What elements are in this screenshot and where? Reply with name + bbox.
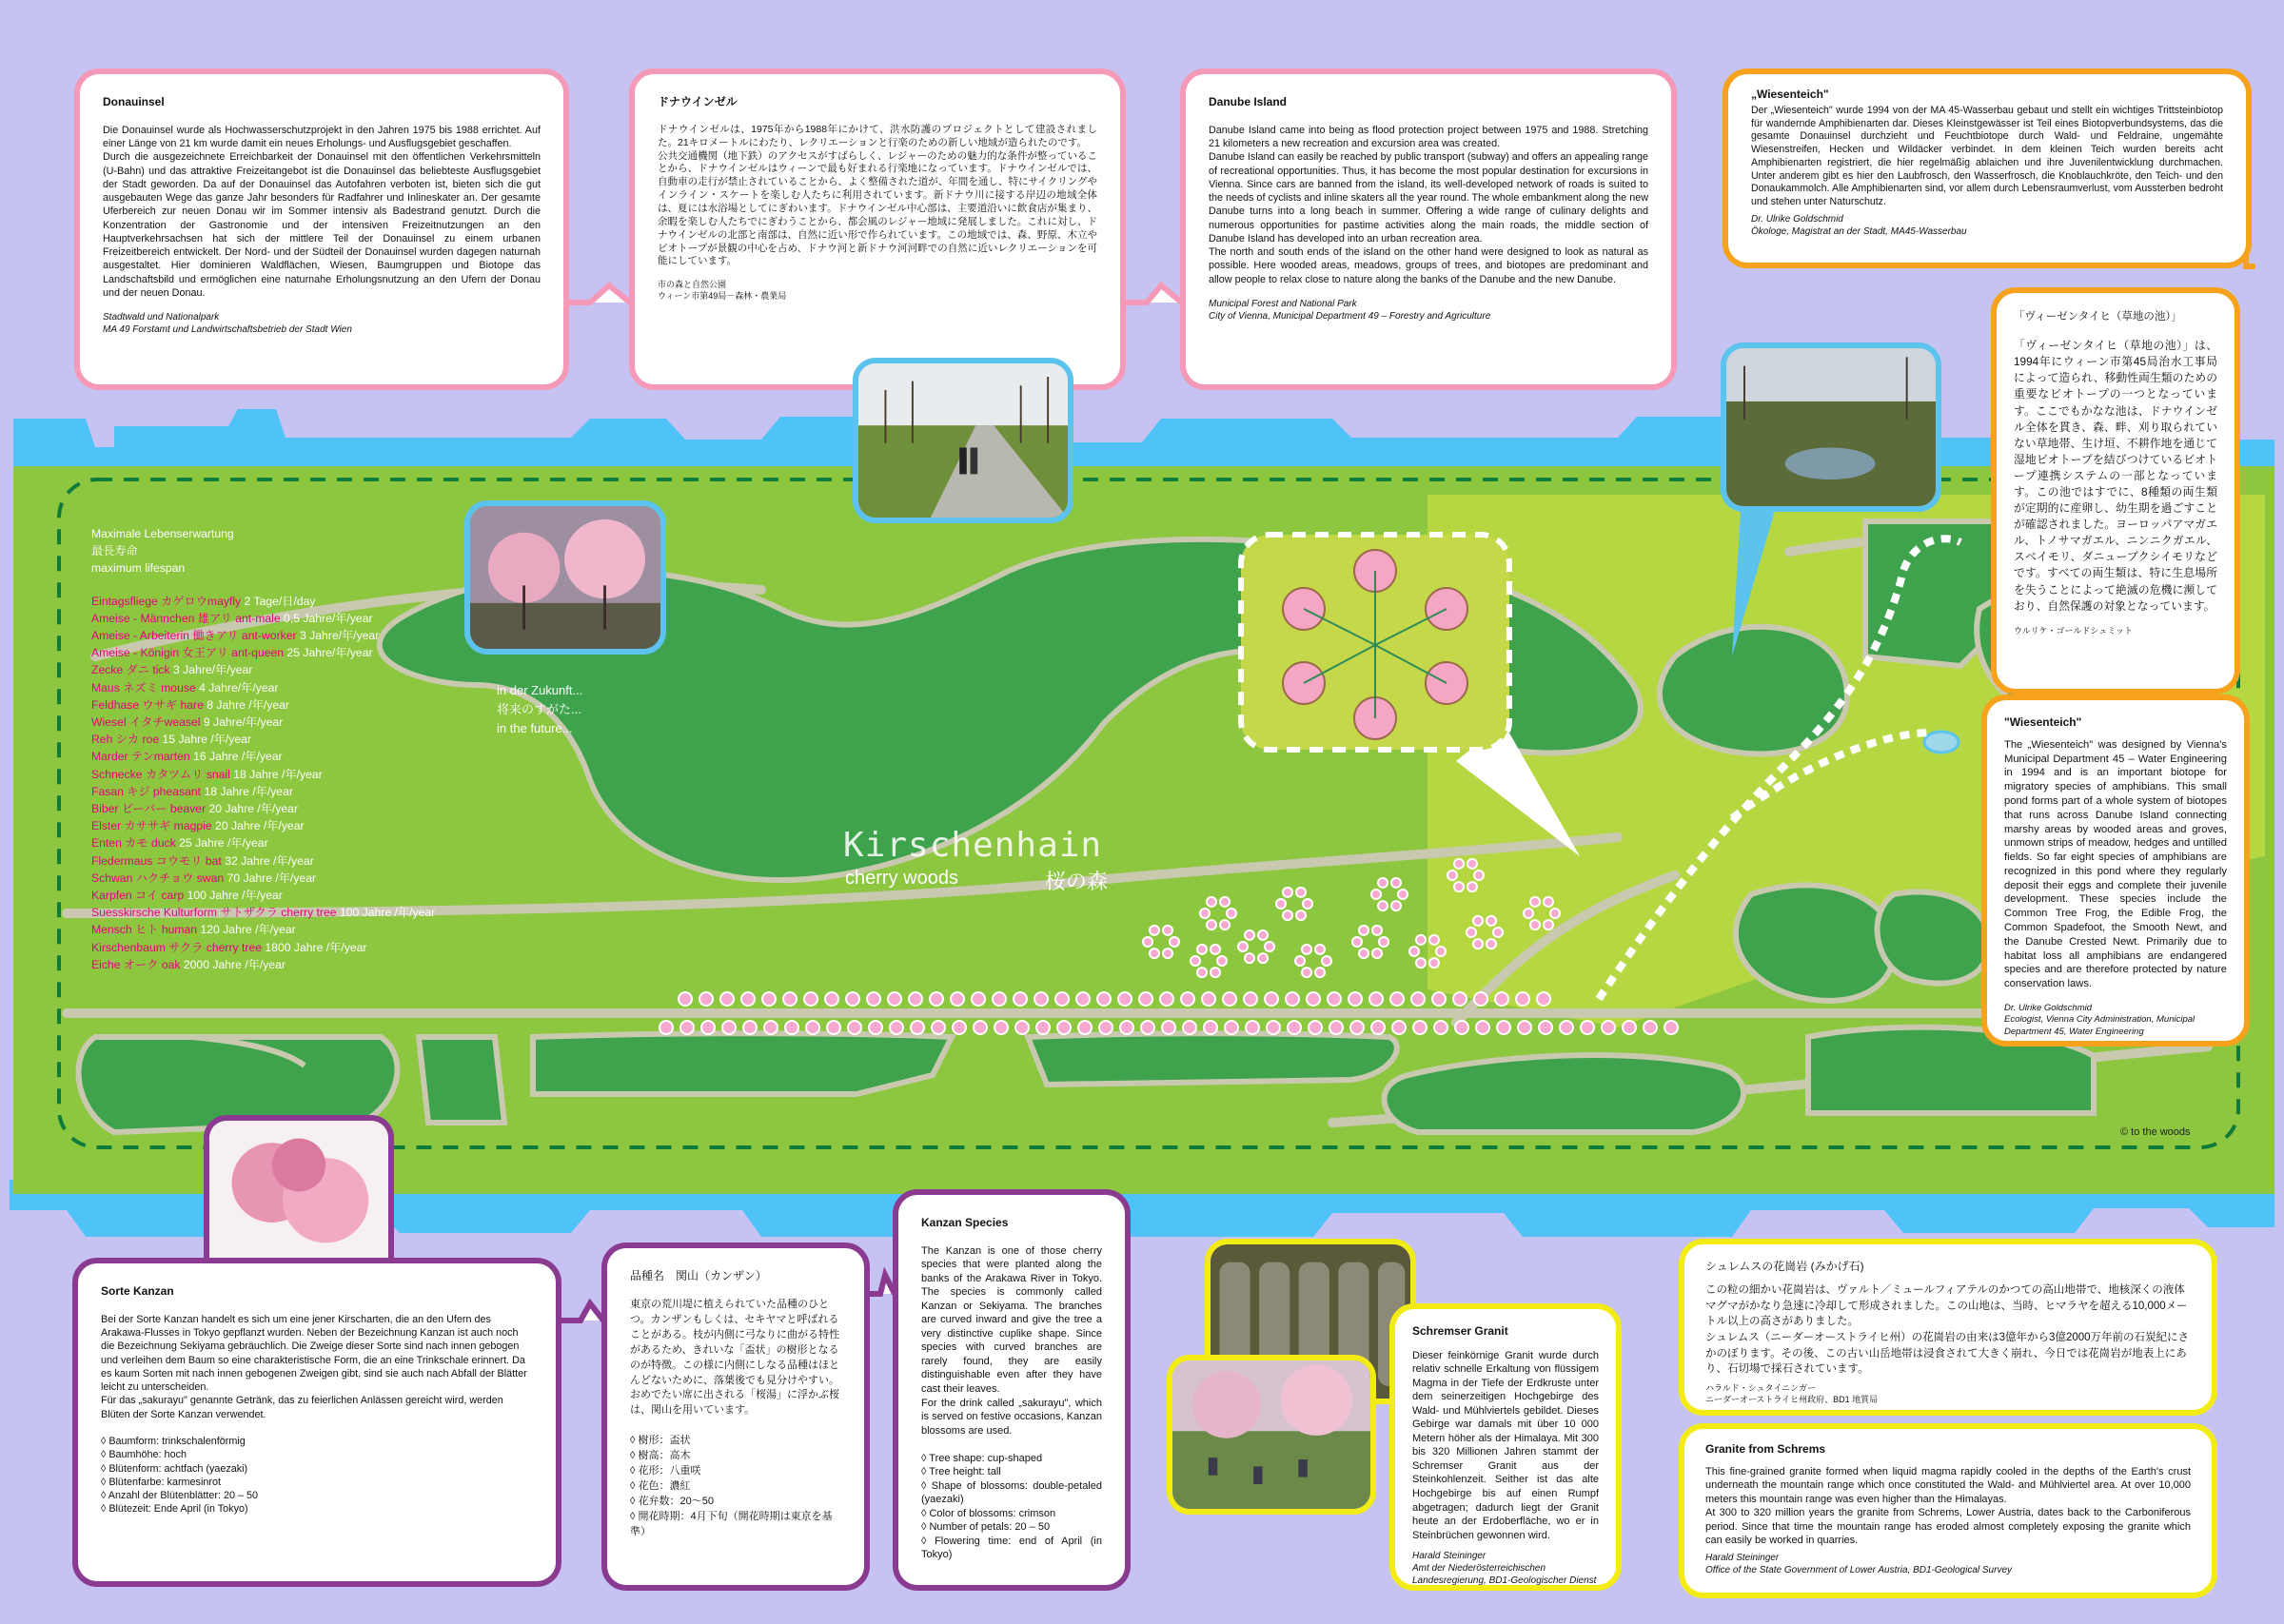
- card-body: Der „Wiesenteich" wurde 1994 von der MA 45-Wasserbau gebaut und stellt ein wichtiges Trittsteinbiotop für wandernde Amphibienarten dar. Dieses Kleinstgewässer ist Teil eines Biotopverbundsystems, das die gesamte Donauinsel durchzieht und Feuchtbiotope durch Wald- und Feldraine, ungemähte Wiesenstreifen, Hecken und Wildäcker verbindet. In dem kleinen Teich wurden bereits acht Amphibienarten registriert, die hier regelmäßig ablaichen und ihre Juvenilentwicklung durchmachen. Unter anderem gibt es hier den Laubfrosch, den Wasserfrosch, die Knoblauchkröte, den Teich- und den Donaukammolch. Alle Amphibienarten sind, vor allem durch Lebensraumverlust, vom Aussterben bedroht und stehen unter Naturschutz.: [1751, 104, 2223, 208]
- cherry-tree-mark: [930, 992, 943, 1006]
- card-title: シュレムスの花崗岩 (みかげ石): [1705, 1260, 1864, 1273]
- cherry-tree-mark: [1359, 949, 1368, 958]
- cherry-tree-mark: [1150, 926, 1159, 935]
- lifespan-value: 18 Jahre /年/year: [233, 767, 323, 781]
- cherry-tree-mark: [1516, 992, 1529, 1006]
- cherry-tree-mark: [1530, 897, 1540, 907]
- future-caption-en: in the future...: [497, 721, 573, 735]
- card-title: "Wiesenteich": [2004, 715, 2082, 729]
- lifespan-species: Eiche オーク oak: [91, 957, 181, 971]
- cherry-tree-mark: [1309, 1021, 1322, 1034]
- cherry-tree-mark: [1455, 1021, 1468, 1034]
- lifespan-species: Mensch ヒト human: [91, 923, 198, 937]
- lifespan-list: [91, 525, 501, 973]
- lifespan-value: 25 Jahre /年/year: [179, 836, 268, 851]
- cherry-tree-mark: [1350, 1021, 1364, 1034]
- lifespan-value: 32 Jahre /年/year: [225, 853, 314, 868]
- cherry-tree-mark: [1141, 1021, 1154, 1034]
- cherry-tree-mark: [993, 992, 1006, 1006]
- cherry-tree-mark: [741, 992, 755, 1006]
- cherry-tree-mark: [1246, 1021, 1259, 1034]
- cherry-tree-mark: [1602, 1021, 1615, 1034]
- lifespan-rows: [91, 593, 501, 973]
- lifespan-species: Kirschenbaum サクラ cherry tree: [91, 940, 262, 954]
- lifespan-species: Ameise - Königin 女王アリ ant-queen: [91, 646, 285, 660]
- cherry-tree-mark: [1245, 930, 1254, 940]
- card-source: Harald Steininger Office of the State Government of Lower Austria, BD1-Geological Survey: [1705, 1552, 2013, 1576]
- photo-hanami-picnic: [1167, 1355, 1376, 1515]
- cherry-tree-mark: [994, 1021, 1008, 1034]
- cherry-tree-mark: [1034, 992, 1048, 1006]
- cherry-tree-mark: [890, 1021, 903, 1034]
- cherry-tree-mark: [764, 1021, 778, 1034]
- cherry-tree-mark: [1413, 1021, 1427, 1034]
- cherry-tree-mark: [1664, 1021, 1678, 1034]
- card-schremser-de: [1389, 1303, 1622, 1591]
- cherry-tree-mark: [1467, 859, 1477, 869]
- cherry-tree-mark: [1432, 992, 1446, 1006]
- cherry-tree-mark: [660, 1021, 673, 1034]
- cherry-tree-mark: [1283, 910, 1292, 920]
- lifespan-species: Schnecke カタツムリ snail: [91, 767, 230, 781]
- photo-path-walkers: [853, 358, 1073, 523]
- card-title: 品種名 関山（カンザン）: [630, 1269, 767, 1282]
- cherry-tree-mark: [1581, 1021, 1594, 1034]
- card-source: Dr. Ulrike Goldschmid Ecologist, Vienna City Administration, Municipal Department 45, Water Engineering: [2004, 1002, 2195, 1037]
- cherry-tree-mark: [848, 1021, 861, 1034]
- card-title: Kanzan Species: [921, 1216, 1009, 1229]
- lifespan-value: 3 Jahre/年/year: [299, 629, 380, 643]
- lifespan-row: [91, 887, 501, 904]
- cherry-tree-mark: [806, 1021, 819, 1034]
- lifespan-row: [91, 593, 501, 610]
- lifespan-species: Maus ネズミ mouse: [91, 680, 196, 695]
- cherry-tree-mark: [1473, 916, 1483, 926]
- cherry-tree-mark: [1207, 897, 1216, 907]
- cherry-tree-mark: [679, 992, 692, 1006]
- cherry-tree-mark: [1207, 920, 1216, 929]
- cherry-tree-mark: [1372, 926, 1382, 935]
- card-title: Granite from Schrems: [1705, 1442, 1826, 1456]
- cherry-tree-mark: [911, 1021, 924, 1034]
- cherry-tree-mark: [1371, 890, 1381, 899]
- cherry-tree-mark: [1411, 992, 1425, 1006]
- cherry-tree-mark: [1099, 1021, 1112, 1034]
- cherry-tree-mark: [1227, 909, 1236, 918]
- card-source: 市の森と自然公園 ウィーン市第49局－森林・農業局: [658, 280, 787, 302]
- lifespan-row: [91, 679, 501, 696]
- lifespan-value: 15 Jahre /年/year: [162, 733, 251, 747]
- cherry-tree-mark: [1352, 937, 1362, 947]
- cherry-tree-mark: [1493, 928, 1503, 937]
- lifespan-value: 18 Jahre /年/year: [204, 784, 293, 798]
- lifespan-value: 20 Jahre /年/year: [215, 819, 305, 833]
- cherry-tree-mark: [1391, 878, 1401, 888]
- cherry-tree-mark: [1537, 992, 1550, 1006]
- lifespan-row: [91, 644, 501, 661]
- cherry-tree-mark: [1211, 968, 1220, 977]
- future-caption-de: in der Zukunft...: [497, 683, 583, 697]
- card-body: Danube Island came into being as flood protection project between 1975 and 1988. Stretching 21 kilometers a new recreation and excursion area was created. Danube Island can easily be reached by public transport (subway) and offers an appealing range of recreational opportunities. Thus, it has become the most popular destination for excursions in Vienna. Since cars are banned from the island, its well-developed network of roads is suited to the needs of cyclists and inline skaters all the year round. The whole embankment along the new Danube turns into a long beach in summer. Offering a wide range of culinary delights and numerous opportunities for pastime activities along the main roads, the middle section of Danube Island has developed into an urban recreation area. The north and south ends of the island on the other hand were designed to look as natural as possible. Here wooded areas, meadows, groups of trees, and biotopes are predominant and allow people to relax close to nature along the banks of the Danube and the new Danube.: [1209, 124, 1648, 285]
- cherry-tree-mark: [1202, 992, 1215, 1006]
- lifespan-species: Eintagsfliege カゲロウmayfly: [91, 594, 242, 608]
- cherry-tree-mark: [743, 1021, 757, 1034]
- card-title: Sorte Kanzan: [101, 1284, 174, 1298]
- lifespan-row: [91, 870, 501, 887]
- copyright: © to the woods: [2120, 1126, 2191, 1138]
- cherry-tree-mark: [1267, 1021, 1280, 1034]
- cherry-tree-mark: [1258, 953, 1268, 963]
- cherry-tree-mark: [1416, 958, 1426, 968]
- cherry-tree-mark: [1409, 947, 1419, 956]
- cherry-tree-mark: [951, 992, 964, 1006]
- cherry-tree-mark: [869, 1021, 882, 1034]
- cherry-tree-mark: [1286, 992, 1299, 1006]
- cherry-tree-mark: [1295, 956, 1305, 966]
- cherry-tree-mark: [1371, 1021, 1385, 1034]
- card-source: Harald Steininger Amt der Niederösterreichischen Landesregierung, BD1-Geologischer Dienst: [1412, 1551, 1597, 1587]
- cherry-icon-tile: [1241, 535, 1509, 750]
- cherry-tree-mark: [1183, 1021, 1196, 1034]
- cherry-tree-mark: [1544, 897, 1553, 907]
- cherry-tree-mark: [1276, 899, 1286, 909]
- card-source: ウルリケ・ゴールドシュミット: [2014, 625, 2134, 636]
- lifespan-row: [91, 748, 501, 765]
- card-body: The Kanzan is one of those cherry species that were planted along the banks of the Arakawa River in Tokyo. The species is commonly called Kanzan or Sekiyama. The branches are curved inward and give the tree a very distinctive cuplike shape. Since species with curved branches are rarely found, they are easily distinguishable even after they have cast their leaves. For the drink called „sakurayu", which is served on festive occasions, Kanzan blossoms are used. ◊ Tree shape: cup-shaped ◊ Tree height: tall ◊ Shape of blossoms: double-petaled (yaezaki) ◊ Color of blossoms: crimson ◊ Number of petals: 20 – 50 ◊ Flowering time: end of April (in Tokyo): [921, 1244, 1102, 1561]
- card-body: Dieser feinkörnige Granit wurde durch relativ schnelle Erkaltung von flüssigem Magma in der Tiefe der Erdkruste unter dem seinerzeitigen Hochgebirge des Wald- und Mühlviertels gebildet. Dieses Gebirge war damals mit über 10 000 Metern höher als der Himalaya. Mit 300 bis 320 Millionen Jahren stammt der Schremser Granit aus der Steinkohlenzeit. Seither ist das alte Hochgebirge bis auf einen Rumpf abgetragen; dadurch liegt der Granit heute an der Erdoberfläche, wo er in Steinbrüchen gewonnen wird.: [1412, 1349, 1599, 1541]
- cherry-tree-mark: [1487, 939, 1496, 949]
- cherry-title-stylized: Kirschenhain: [843, 826, 1103, 865]
- cherry-tree-mark: [1238, 942, 1248, 951]
- cherry-tree-mark: [1258, 930, 1268, 940]
- cherry-tree-mark: [1530, 920, 1540, 929]
- cherry-tree-mark: [1398, 890, 1408, 899]
- cherry-tree-mark: [783, 992, 797, 1006]
- lifespan-row: [91, 661, 501, 678]
- cherry-tree-mark: [1191, 956, 1200, 966]
- lifespan-species: Enten カモ duck: [91, 836, 176, 851]
- cherry-tree-mark: [1544, 920, 1553, 929]
- cherry-tree-mark: [1378, 901, 1388, 910]
- lifespan-species: Feldhase ウサギ hare: [91, 697, 204, 712]
- cherry-tree-mark: [1329, 1021, 1343, 1034]
- card-granite-en: [1679, 1423, 2217, 1598]
- cherry-tree-mark: [1197, 968, 1207, 977]
- cherry-tree-mark: [1097, 992, 1111, 1006]
- cherry-tree-mark: [1220, 897, 1230, 907]
- cherry-tree-mark: [1288, 1021, 1301, 1034]
- cherry-tree-mark: [1434, 1021, 1447, 1034]
- card-title: 「ヴィーゼンタイヒ（草地の池）」: [2014, 311, 2182, 323]
- lifespan-value: 20 Jahre /年/year: [208, 802, 299, 816]
- cherry-tree-mark: [825, 992, 838, 1006]
- cherry-tree-mark: [680, 1021, 694, 1034]
- cherry-tree-mark: [1378, 878, 1388, 888]
- lifespan-heading-de: Maximale Lebenserwartung: [91, 527, 234, 540]
- lifespan-row: [91, 834, 501, 851]
- cherry-tree-mark: [1245, 953, 1254, 963]
- cherry-tree-mark: [1014, 992, 1027, 1006]
- cherry-tree-mark: [1315, 945, 1325, 954]
- pond: [1924, 732, 1959, 753]
- lifespan-value: 4 Jahre/年/year: [199, 680, 279, 695]
- lifespan-species: Zecke ダニ tick: [91, 663, 170, 677]
- cherry-tree-mark: [1359, 926, 1368, 935]
- card-source: Stadtwald und Nationalpark MA 49 Forstamt und Landwirtschaftsbetrieb der Stadt Wien: [103, 312, 352, 336]
- lifespan-species: Ameise - Arbeiterin 働きアリ ant-worker: [91, 629, 297, 643]
- cherry-tree-mark: [953, 1021, 966, 1034]
- cherry-tree-mark: [1436, 947, 1446, 956]
- cherry-tree-mark: [1265, 992, 1278, 1006]
- lifespan-value: 3 Jahre/年/year: [173, 663, 253, 677]
- cherry-tree-mark: [1467, 928, 1476, 937]
- cherry-tree-mark: [1139, 992, 1152, 1006]
- cherry-tree-mark: [867, 992, 880, 1006]
- cherry-tree-mark: [909, 992, 922, 1006]
- cherry-tree-mark: [1416, 935, 1426, 945]
- cherry-tree-mark: [1244, 992, 1257, 1006]
- cherry-tree-mark: [1474, 992, 1487, 1006]
- cherry-tree-mark: [1349, 992, 1362, 1006]
- cherry-tree-mark: [1307, 992, 1320, 1006]
- cherry-tree-mark: [974, 1021, 987, 1034]
- cherry-tree-mark: [1036, 1021, 1050, 1034]
- cherry-tree-mark: [1120, 1021, 1133, 1034]
- lifespan-value: 2 Tage/日/day: [244, 594, 316, 608]
- cherry-tree-mark: [1283, 888, 1292, 897]
- cherry-tree-mark: [1225, 1021, 1238, 1034]
- card-body: 「ヴィーゼンタイヒ（草地の池）」は、1994年にウィーン市第45局治水工事局によって造られ、移動性両生類のための重要なビオトープの一つとなっています。ここでもかなな池は、ドナウインゼル全体を貫き、森、畔、刈り取られていない草地帯、生け垣、不耕作地を通じて湿地ビオトープを結びつけているビオトープ連携システムの一部となっています。この池ではすでに、8種類の両生類が定期的に産卵し、幼生期を過ごすことが確認されました。ヨーロッパアマガエル、トノサマガエル、ニンニクガエル、スベイモリ、ダニューブクシイモリなどです。すべての両生類は、特に生息場所を失うことによって絶滅の危機に瀕しており、自然保護の対象となっています。: [2014, 339, 2217, 613]
- cherry-tree-mark: [1163, 949, 1172, 958]
- cherry-tree-mark: [1162, 1021, 1175, 1034]
- cherry-tree-mark: [1487, 916, 1496, 926]
- cherry-tree-mark: [1160, 992, 1173, 1006]
- cherry-tree-mark: [1150, 949, 1159, 958]
- lifespan-row: [91, 696, 501, 714]
- cherry-tree-mark: [1476, 1021, 1489, 1034]
- lifespan-value: 70 Jahre /年/year: [226, 871, 317, 885]
- card-wiesenteich-jp: [1991, 287, 2240, 695]
- cherry-tree-mark: [1200, 909, 1210, 918]
- cherry-tree-mark: [1302, 945, 1311, 954]
- cherry-tree-mark: [1518, 1021, 1531, 1034]
- cherry-tree-mark: [1143, 937, 1152, 947]
- cherry-tree-mark: [932, 1021, 945, 1034]
- cherry-tree-mark: [1495, 992, 1508, 1006]
- cherry-tree-mark: [1390, 992, 1404, 1006]
- lifespan-species: Ameise - Männchen 雄アリ ant-male: [91, 611, 281, 625]
- cherry-tree-mark: [804, 992, 817, 1006]
- lifespan-species: Fledermaus コウモリ bat: [91, 853, 222, 868]
- card-source: Dr. Ulrike Goldschmid Ökologe, Magistrat an der Stadt, MA45-Wasserbau: [1751, 213, 1967, 238]
- cherry-tree-mark: [722, 1021, 736, 1034]
- lifespan-row: [91, 939, 501, 956]
- cherry-tree-mark: [1265, 942, 1274, 951]
- card-body: 東京の荒川堤に植えられていた品種のひとつ。カンザンもしくは、セキヤマと呼ばれることがある。枝が内側に弓なりに曲がる特性があるため、きれいな「盃状」の樹形となるのが特徴。この様に内側にしなる品種はほとんどないために、落葉後でも見分けやすい。 おめでたい席に出される「桜湯」に浮かぶ桜は、関山を用いています。 ◊ 樹形：盃状 ◊ 樹高：高木 ◊ 花形：八重咲 ◊ 花色：濃紅 ◊ 花弁数：20〜50 ◊ 開花時期：4月下旬（開花時期は東京を基準）: [630, 1298, 839, 1537]
- card-body: This fine-grained granite formed when liquid magma rapidly cooled in the depths of the Earth's crust underneath the mountain range which once constituted the Wald- and Mühlviertel area. At over 10,000 meters this mountain range was even higher than the Himalayas. At 300 to 320 million years the granite from Schrems, Lower Austria, dates back to the Carboniferous period. Since that time the mountain range has eroded almost completely exposing the granite which can easily be worked in quarries.: [1705, 1465, 2191, 1547]
- lifespan-row: [91, 783, 501, 800]
- cherry-tree-mark: [846, 992, 859, 1006]
- cherry-tree-mark: [1539, 1021, 1552, 1034]
- cherry-tree-mark: [1429, 958, 1439, 968]
- lifespan-species: Suesskirsche Kulturform サトザクラ cherry tree: [91, 906, 337, 920]
- cherry-tree-mark: [1369, 992, 1383, 1006]
- cherry-tree-mark: [1163, 926, 1172, 935]
- lifespan-value: 16 Jahre /年/year: [193, 750, 283, 764]
- cherry-tree-mark: [1302, 968, 1311, 977]
- cherry-tree-mark: [1623, 1021, 1636, 1034]
- cherry-tree-mark: [701, 1021, 715, 1034]
- card-source: ハラルド・シュタイニンガー ニーダーオーストライヒ州政府、BD1 地質局: [1705, 1382, 1879, 1404]
- card-title: Schremser Granit: [1412, 1324, 1508, 1338]
- photo-pond: [1721, 342, 1941, 512]
- cherry-tree-mark: [1391, 901, 1401, 910]
- future-caption-jp: 将来のすがた...: [497, 702, 581, 716]
- lifespan-row: [91, 904, 501, 921]
- cherry-tree-mark: [1453, 992, 1467, 1006]
- cherry-tree-mark: [1550, 909, 1560, 918]
- cherry-tree-mark: [1315, 968, 1325, 977]
- lifespan-species: Wiesel イタチweasel: [91, 715, 201, 730]
- cherry-tree-mark: [1181, 992, 1194, 1006]
- lifespan-value: 9 Jahre/年/year: [203, 715, 284, 730]
- cherry-tree-mark: [1296, 910, 1306, 920]
- bottom-connectors: [0, 1237, 952, 1427]
- lifespan-species: Elster カササギ magpie: [91, 819, 212, 833]
- lifespan-heading-en: maximum lifespan: [91, 561, 186, 576]
- cherry-tree-mark: [1055, 992, 1069, 1006]
- lifespan-row: [91, 610, 501, 627]
- cherry-tree-mark: [888, 992, 901, 1006]
- lifespan-species: Schwan ハクチョウ swan: [91, 871, 225, 885]
- card-title: „Wiesenteich": [1751, 88, 1829, 101]
- cherry-tree-mark: [762, 992, 776, 1006]
- cherry-tree-mark: [1644, 1021, 1657, 1034]
- cherry-tree-mark: [1454, 882, 1464, 891]
- cherry-tree-mark: [827, 1021, 840, 1034]
- cherry-tree-mark: [1118, 992, 1132, 1006]
- cherry-tree-mark: [1296, 888, 1306, 897]
- cherry-tree-mark: [1197, 945, 1207, 954]
- cherry-tree-mark: [1322, 956, 1331, 966]
- cherry-tree-mark: [1204, 1021, 1217, 1034]
- cherry-tree-mark: [1170, 937, 1179, 947]
- cherry-woods-title: [843, 826, 1109, 893]
- card-body: この粒の細かい花崗岩は、ヴァルト／ミュールフィアテルのかつての高山地帯で、地核深くの液体マグマがかなり急速に冷却して形成されました。この山地は、当時、ヒマラヤを超える10,000メートル以上の高さがありました。 シュレムス（ニーダーオーストライヒ州）の花崗岩の由来は3億年から3億2000万年前の石炭紀にさかのぼります。その後、この古い山岳地帯は浸食されて大きく崩れ、今日では花崗岩が地表上にあり、石切場で採石されています。: [1705, 1283, 2190, 1376]
- card-wiesenteich-en: [1981, 695, 2250, 1047]
- lifespan-value: 2000 Jahre /年/year: [183, 957, 286, 971]
- cherry-tree-mark: [1560, 1021, 1573, 1034]
- cherry-tree-mark: [1076, 992, 1090, 1006]
- cherry-tree-mark: [1454, 859, 1464, 869]
- lifespan-value: 100 Jahre /年/year: [339, 906, 436, 920]
- lifespan-value: 1800 Jahre /年/year: [265, 940, 367, 954]
- cherry-tree-mark: [720, 992, 734, 1006]
- cherry-tree-mark: [1497, 1021, 1510, 1034]
- lifespan-row: [91, 852, 501, 870]
- card-title: Donauinsel: [103, 95, 165, 108]
- cherry-tree-mark: [1392, 1021, 1406, 1034]
- lifespan-row: [91, 956, 501, 973]
- card-body: Bei der Sorte Kanzan handelt es sich um eine jener Kirscharten, die an den Ufern des Arakawa-Flusses in Tokyo gepflanzt wurden. Neben der Bezeichnung Kanzan ist auch noch die Bezeichnung Sekiyama gebräuchlich. Die Zweige dieser Sorte sind nach innen gebogen und verleihen dem Baum so eine charakteristische Form, die an eine Trinkschale erinnert. Da es kaum Sorten mit nach innen gebogenen Zweigen gibt, sind sie auch nach Abfall der Blätter leicht zu unterscheiden. Für das „sakurayu" genannte Getränk, das zu feierlichen Anlässen gereicht wird, werden Blüten der Sorte Kanzan verwendet. ◊ Baumform: trinkschalenförmig ◊ Baumhöhe: hoch ◊ Blütenform: achtfach (yaezaki) ◊ Blütenfarbe: karmesinrot ◊ Anzahl der Blütenblätter: 20 – 50 ◊ Blütezeit: Ende April (in Tokyo): [101, 1313, 527, 1516]
- cherry-title-jp: 桜の森: [1045, 870, 1109, 893]
- lifespan-heading-jp: 最長寿命: [91, 544, 138, 558]
- cherry-tree-mark: [1467, 882, 1477, 891]
- card-wiesenteich-de: [1723, 68, 2252, 268]
- card-title: Danube Island: [1209, 95, 1288, 108]
- lifespan-species: Karpfen コイ carp: [91, 889, 185, 903]
- lifespan-value: 25 Jahre/年/year: [286, 646, 373, 660]
- lifespan-value: 0,5 Jahre/年/year: [284, 611, 373, 625]
- cherry-tree-mark: [1524, 909, 1533, 918]
- lifespan-species: Marder テンmarten: [91, 750, 190, 764]
- card-source: Municipal Forest and National Park City of Vienna, Municipal Department 49 – Forestry and Agriculture: [1209, 298, 1491, 323]
- cherry-tree-mark: [1447, 871, 1457, 880]
- cherry-tree-mark: [699, 992, 713, 1006]
- cherry-tree-mark: [1303, 899, 1312, 909]
- lifespan-species: Reh シカ roe: [91, 733, 160, 747]
- cherry-title-en: cherry woods: [845, 868, 958, 889]
- lifespan-row: [91, 627, 501, 644]
- cherry-tree-mark: [1015, 1021, 1029, 1034]
- card-body: ドナウインゼルは、1975年から1988年にかけて、洪水防護のプロジェクトとして建設されました。21キロメートルにわたり、レクリエーションと行楽のための新しい地域が造られたのです。 公共交通機関（地下鉄）のアクセスがすばらしく、レジャーのための魅力的な条件が整っていることから、ドナウインゼルはウィーンで最も好まれる行楽地になっています。ドナウインゼルでは、自動車の走行が禁止されていることから、よく整備された道が、年間を通し、特にサイクリングやインライン・スケートを楽しむ人たちに利用されています。新ドナウ川に接する岸辺の地域全体は、夏には水浴場としてにぎわいます。ドナウインゼル中心部は、主要道沿いに飲食店が集まり、余暇を楽しむ人たちでにぎわうことから、都会風のレジャー地域に発展しました。これに対し、ドナウインゼルの北部と南部は、自然に近い形で作られています。この地域では、森、野原、木立やビオトープが景観の中心を占め、ドナウ河と新ドナウ河河畔での自然に近いレクリエーションを可能にしています。: [658, 123, 1097, 267]
- cherry-tree-mark: [1429, 935, 1439, 945]
- cherry-tree-mark: [1078, 1021, 1092, 1034]
- cherry-tree-mark: [1211, 945, 1220, 954]
- cherry-tree-mark: [1220, 920, 1230, 929]
- lifespan-species: Fasan キジ pheasant: [91, 784, 202, 798]
- card-schremser-jp: [1679, 1239, 2217, 1416]
- lifespan-species: Biber ビーバー beaver: [91, 802, 207, 816]
- cherry-tree-mark: [1057, 1021, 1071, 1034]
- lifespan-row: [91, 731, 501, 748]
- card-title: ドナウインゼル: [658, 95, 738, 108]
- cherry-tree-mark: [1217, 956, 1227, 966]
- cherry-tree-mark: [1473, 939, 1483, 949]
- cherry-tree-mark: [785, 1021, 798, 1034]
- lifespan-row: [91, 817, 501, 834]
- lifespan-row: [91, 800, 501, 817]
- lifespan-row: [91, 766, 501, 783]
- cherry-tree-mark: [1223, 992, 1236, 1006]
- card-body: The „Wiesenteich" was designed by Vienna's Municipal Department 45 – Water Engineering in 1994 and is an important biotope for migratory species of amphibians. This small pond forms part of a whole system of biotopes that runs across Danube Island connecting marshy areas by wooded areas and groves, unmown strips of meadow, hedges and untilled fields. So far eight species of amphibians are recognized in this pond where they regularly deposit their eggs and complete their juvenile development. These species include the Common Tree Frog, the Edible Frog, the Common Spadefoot, the Smooth Newt, and the Danube Crested Newt. Primarily due to habitat loss all amphibians are endangered species and are therefore protected by nature conservation laws.: [2004, 738, 2227, 990]
- lifespan-value: 100 Jahre /年/year: [187, 889, 283, 903]
- lifespan-value: 8 Jahre /年/year: [207, 697, 289, 712]
- cherry-tree-mark: [1328, 992, 1341, 1006]
- lifespan-row: [91, 714, 501, 731]
- cherry-tree-mark: [1379, 937, 1388, 947]
- cherry-tree-mark: [972, 992, 985, 1006]
- card-body: Die Donauinsel wurde als Hochwasserschutzprojekt in den Jahren 1975 bis 1988 errichtet. Auf einer Länge von 21 km wurde damit ein neues Erholungs- und Ausflugsgebiet geschaffen. Durch die ausgezeichnete Erreichbarkeit der Donauinsel mit den öffentlichen Verkehrsmitteln (U-Bahn) und das attraktive Freizeitangebot ist die Donauinsel das beliebteste Ausflugsgebiet der Stadt geworden. Da auf der Donauinsel das Autofahren verboten ist, bieten sich die gut ausgebauten Wege das ganze Jahr besonders für Radfahrer und Inlineskater an. Der gesamte Uferbereich zur neuen Donau wir im Sommer intensiv als Badestrand genutzt. Durch die Konzentration der Gastronomie und der intensiven Freizeitnutzungen an den Hauptverkehrsachsen hat sich der mittlere Teil der Donauinsel zu einem urbanen Freizeitbereich entwickelt. Der Nord- und der Südteil der Donauinsel wurden dagegen naturnah ausgestaltet. Hier dominieren Waldflächen, Wiesen, Baumgruppen und Biotope das Landschaftsbild und ermöglichen eine naturnahe Erholungsnutzung an den Ufern der Donau und der neuen Donau.: [103, 124, 541, 299]
- future-caption: [497, 681, 582, 738]
- cherry-tree-mark: [1474, 871, 1484, 880]
- lifespan-row: [91, 921, 501, 938]
- lifespan-value: 120 Jahre /年/year: [200, 923, 296, 937]
- cherry-tree-mark: [1372, 949, 1382, 958]
